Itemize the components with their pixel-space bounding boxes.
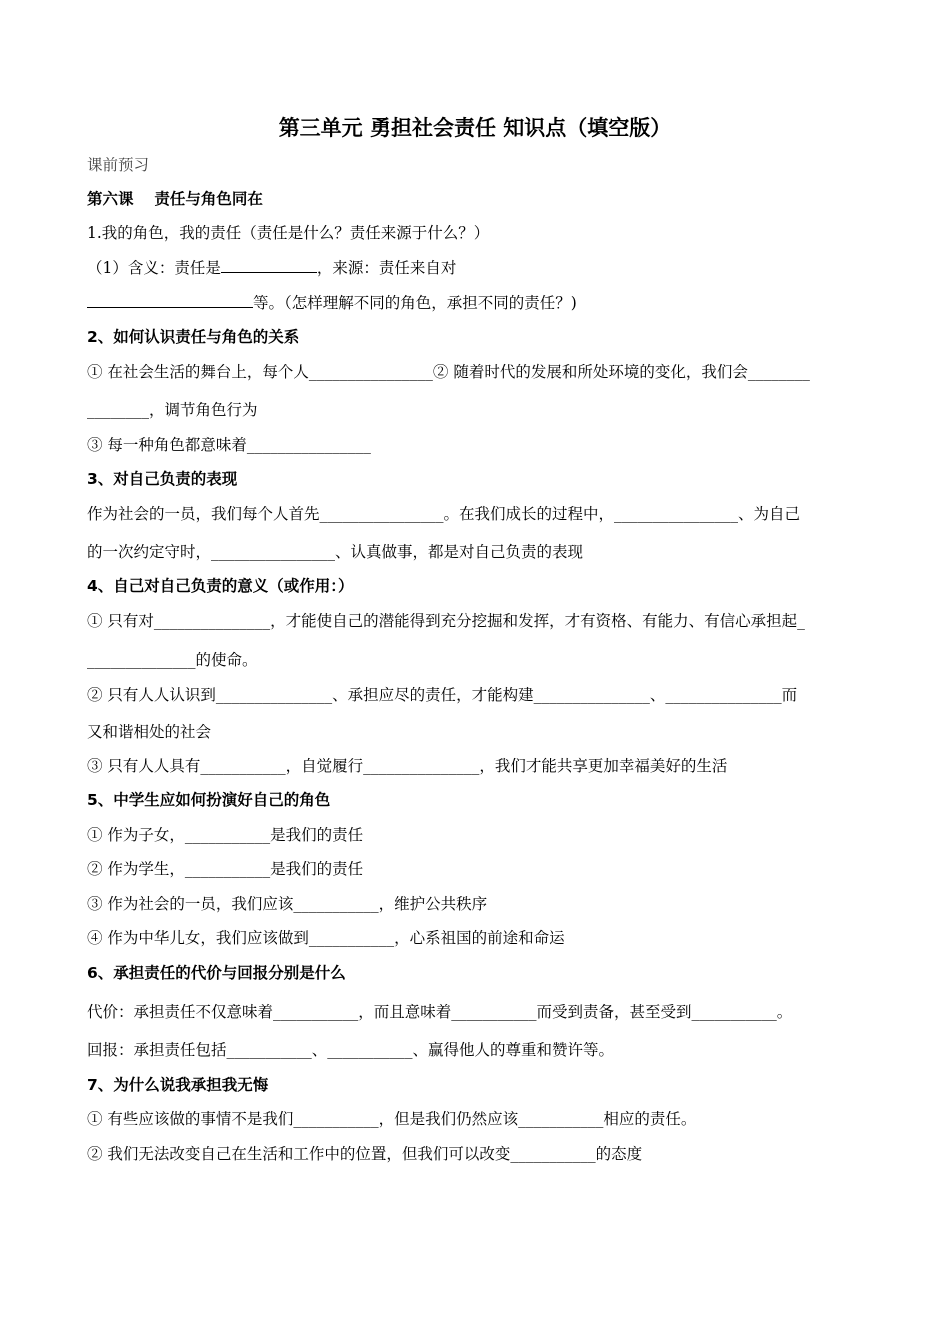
- q4-line-2: ______________的使命。: [87, 651, 258, 669]
- q3-line-1: 作为社会的一员，我们每个人首先________________。在我们成长的过程中，________________、为自己: [87, 505, 801, 523]
- q2-heading: 2、如何认识责任与角色的关系: [87, 328, 300, 346]
- q7-heading: 7、为什么说我承担我无悔: [87, 1076, 269, 1094]
- answer-blank[interactable]: [87, 293, 253, 308]
- q4-line-5: ③ 只有人人具有___________，自觉履行_______________，我们才能共享更加幸福美好的生活: [87, 757, 728, 775]
- page-title: 第三单元 勇担社会责任 知识点（填空版）: [278, 116, 672, 140]
- q1-line-2: 等。（怎样理解不同的角色，承担不同的责任？): [87, 293, 577, 313]
- lesson-heading: 第六课 责任与角色同在: [87, 190, 263, 208]
- q6-heading: 6、承担责任的代价与回报分别是什么: [87, 964, 346, 982]
- subtitle: 课前预习: [87, 156, 150, 174]
- q4-line-3: ② 只有人人认识到_______________、承担应尽的责任，才能构建_______________、_______________而: [87, 686, 798, 704]
- q5-line-3: ③ 作为社会的一员，我们应该___________，维护公共秩序: [87, 895, 488, 913]
- q2-line-3: ③ 每一种角色都意味着________________: [87, 436, 371, 454]
- q5-line-4: ④ 作为中华儿女，我们应该做到___________，心系祖国的前途和命运: [87, 929, 565, 947]
- q6-line-2: 回报：承担责任包括___________、___________、赢得他人的尊重和赞许等。: [87, 1041, 615, 1059]
- q2-line-1: ① 在社会生活的舞台上，每个人________________② 随着时代的发展和所处环境的变化，我们会________: [87, 363, 810, 381]
- q3-line-2: 的一次约定守时，________________、认真做事，都是对自己负责的表现: [87, 543, 584, 561]
- q3-heading: 3、对自己负责的表现: [87, 470, 238, 488]
- q4-heading: 4、自己对自己负责的意义（或作用：）: [87, 577, 354, 595]
- q5-heading: 5、中学生应如何扮演好自己的角色: [87, 791, 331, 809]
- q4-line-1: ① 只有对_______________，才能使自己的潜能得到充分挖掘和发挥，才有资格、有能力、有信心承担起_: [87, 612, 805, 630]
- q4-line-4: 又和谐相处的社会: [87, 723, 212, 741]
- q1-line-1: （1）含义：责任是 ，来源：责任来自对: [87, 259, 457, 277]
- q5-line-1: ① 作为子女，___________是我们的责任: [87, 826, 364, 844]
- q1-heading: 1.我的角色，我的责任（责任是什么？责任来源于什么？）: [87, 224, 490, 242]
- q7-line-2: ② 我们无法改变自己在生活和工作中的位置，但我们可以改变___________的态度: [87, 1145, 643, 1163]
- answer-blank[interactable]: [221, 258, 317, 273]
- q2-line-2: ________，调节角色行为: [87, 401, 258, 419]
- q6-line-1: 代价：承担责任不仅意味着___________，而且意味着___________而受到责备，甚至受到___________。: [87, 1003, 793, 1021]
- q5-line-2: ② 作为学生，___________是我们的责任: [87, 860, 364, 878]
- q7-line-1: ① 有些应该做的事情不是我们___________，但是我们仍然应该___________相应的责任。: [87, 1110, 697, 1128]
